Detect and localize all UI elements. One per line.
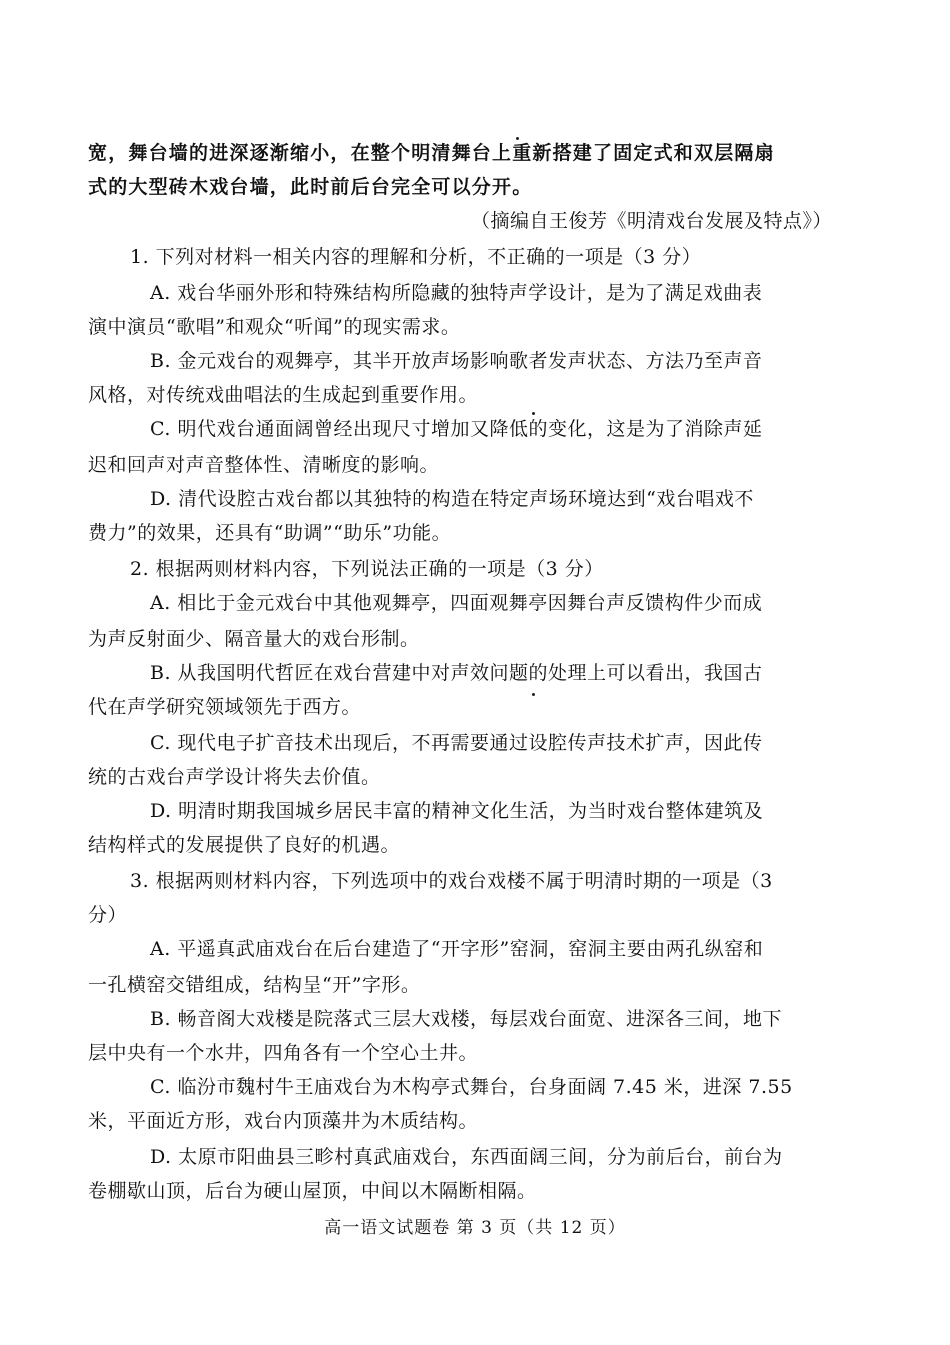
question-3-option-a-cont: 一孔横窑交错组成，结构呈“开”字形。	[88, 974, 421, 996]
question-1-option-a: A. 戏台华丽外形和特殊结构所隐藏的独特声学设计，是为了满足戏曲表	[150, 282, 763, 304]
question-3-option-b-cont: 层中央有一个水井，四角各有一个空心土井。	[88, 1042, 479, 1064]
question-2-option-a-cont: 为声反射面少、隔音量大的戏台形制。	[88, 628, 420, 650]
scan-speck	[532, 412, 535, 415]
question-1-option-c-cont: 迟和回声对声音整体性、清晰度的影响。	[88, 454, 440, 476]
question-2-option-b: B. 从我国明代哲匠在戏台营建中对声效问题的处理上可以看出，我国古	[150, 662, 763, 684]
question-2-option-c-cont: 统的古戏台声学设计将失去价值。	[88, 766, 381, 788]
question-1-option-c: C. 明代戏台通面阔曾经出现尺寸增加又降低的变化，这是为了消除声延	[150, 418, 763, 440]
question-1-option-b: B. 金元戏台的观舞亭，其半开放声场影响歌者发声状态、方法乃至声音	[150, 350, 763, 372]
question-3-option-c: C. 临汾市魏村牛王庙戏台为木构亭式舞台，台身面阔 7.45 米，进深 7.55	[150, 1076, 793, 1098]
question-3-option-d: D. 太原市阳曲县三畛村真武庙戏台，东西面阔三间，分为前后台，前台为	[150, 1146, 783, 1168]
question-2-option-c: C. 现代电子扩音技术出现后，不再需要通过设腔传声技术扩声，因此传	[150, 732, 763, 754]
question-2-stem: 2. 根据两则材料内容，下列说法正确的一项是（3 分）	[130, 558, 604, 580]
question-3-option-c-cont: 米，平面近方形，戏台内顶藻井为木质结构。	[88, 1110, 479, 1132]
question-1-option-a-cont: 演中演员“歌唱”和观众“听闻”的现实需求。	[88, 316, 461, 338]
question-3-stem: 3. 根据两则材料内容，下列选项中的戏台戏楼不属于明清时期的一项是（3	[130, 870, 773, 892]
question-1-option-b-cont: 风格，对传统戏曲唱法的生成起到重要作用。	[88, 384, 479, 406]
question-1-option-d: D. 清代设腔古戏台都以其独特的构造在特定声场环境达到“戏台唱戏不	[150, 488, 754, 510]
question-3-option-a: A. 平遥真武庙戏台在后台建造了“开字形”窑洞，窑洞主要由两孔纵窑和	[150, 938, 764, 960]
scan-speck	[532, 693, 535, 696]
scan-speck	[516, 137, 519, 140]
intro-line-2: 式的大型砖木戏台墙，此时前后台完全可以分开。	[88, 176, 533, 198]
question-2-option-a: A. 相比于金元戏台中其他观舞亭，四面观舞亭因舞台声反馈构件少而成	[150, 592, 763, 614]
question-3-option-b: B. 畅音阁大戏楼是院落式三层大戏楼，每层戏台面宽、进深各三间，地下	[150, 1008, 783, 1030]
question-1-stem: 1. 下列对材料一相关内容的理解和分析，不正确的一项是（3 分）	[130, 246, 702, 268]
page-footer: 高一语文试题卷 第 3 页（共 12 页）	[324, 1218, 626, 1238]
intro-line-1: 宽，舞台墙的进深逐渐缩小，在整个明清舞台上重新搭建了固定式和双层隔扇	[88, 142, 775, 164]
question-2-option-d-cont: 结构样式的发展提供了良好的机遇。	[88, 834, 401, 856]
question-2-option-d: D. 明清时期我国城乡居民丰富的精神文化生活，为当时戏台整体建筑及	[150, 800, 764, 822]
question-3-option-d-cont: 卷棚歇山顶，后台为硬山屋顶，中间以木隔断相隔。	[88, 1180, 537, 1202]
question-3-stem-cont: 分）	[88, 904, 128, 926]
question-1-option-d-cont: 费力”的效果，还具有“助调”“助乐”功能。	[88, 522, 452, 544]
question-2-option-b-cont: 代在声学研究领域领先于西方。	[88, 696, 362, 718]
source-citation: （摘编自王俊芳《明清戏台发展及特点》）	[470, 210, 832, 232]
